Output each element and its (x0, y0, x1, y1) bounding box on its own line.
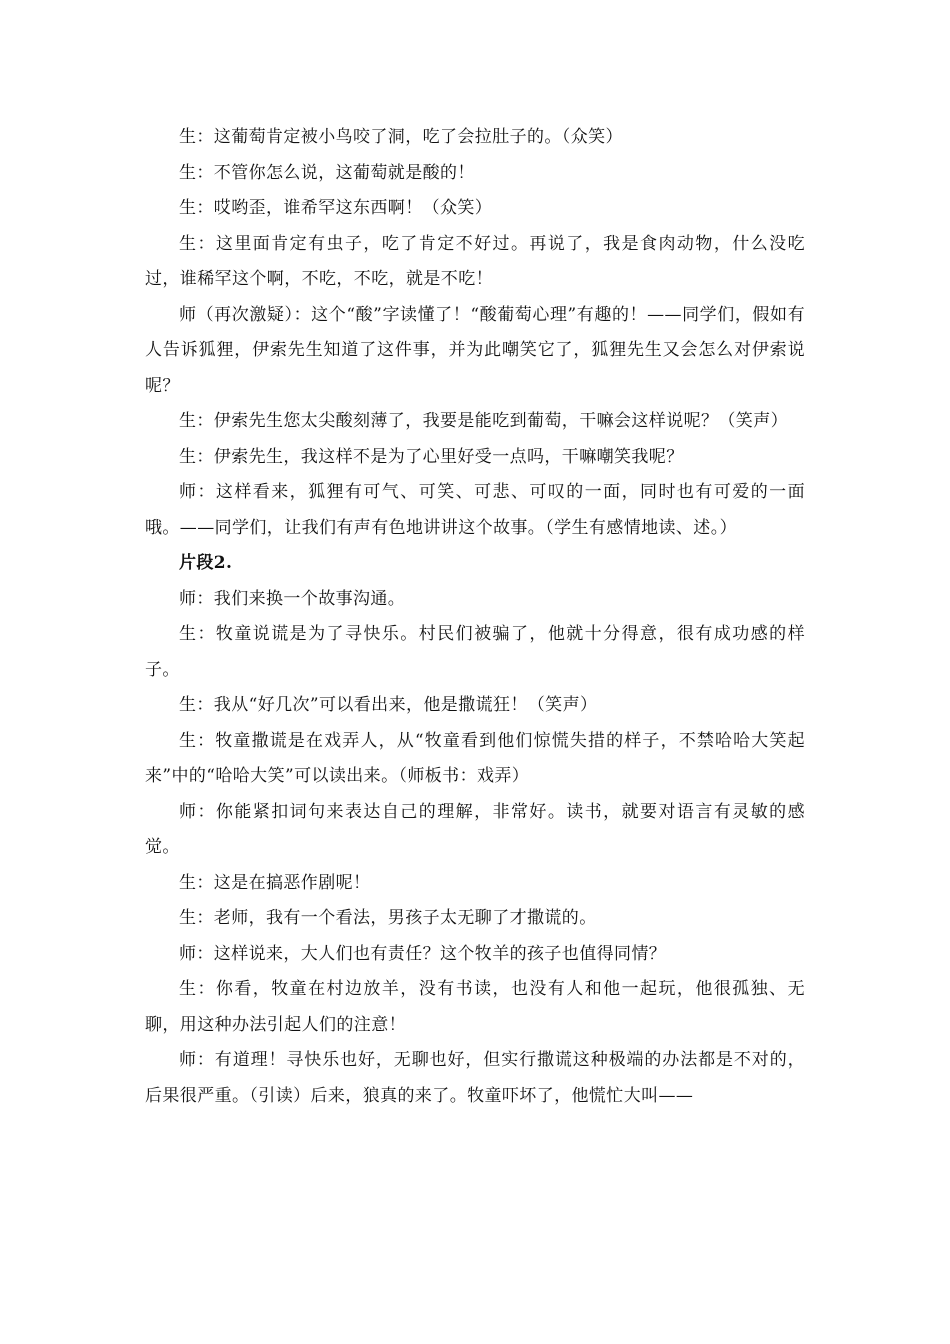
paragraph: 生：这葡萄肯定被小鸟咬了洞，吃了会拉肚子的。（众笑） (179, 127, 623, 147)
paragraph: 生：你看，牧童在村边放羊，没有书读，也没有人和他一起玩，他很孤独、无聊，用这种办法引起人们的注意！ (145, 979, 805, 1035)
paragraph: 生：哎哟歪，谁希罕这东西啊！（众笑） (179, 198, 493, 218)
paragraph: 师：有道理！寻快乐也好，无聊也好，但实行撒谎这种极端的办法都是不对的，后果很严重。（引读）后来，狼真的来了。牧童吓坏了，他慌忙大叫—— (145, 1050, 805, 1106)
paragraph: 生：牧童撒谎是在戏弄人，从“牧童看到他们惊慌失措的样子，不禁哈哈大笑起来”中的“哈哈大笑”可以读出来。（师板书：戏弄） (145, 730, 805, 786)
paragraph: 师：这样说来，大人们也有责任？这个牧羊的孩子也值得同情？ (179, 943, 667, 964)
paragraph: 生：牧童说谎是为了寻快乐。村民们被骗了，他就十分得意，很有成功感的样子。 (145, 624, 805, 680)
paragraph: 师：你能紧扣词句来表达自己的理解，非常好。读书，就要对语言有灵敏的感觉。 (145, 801, 805, 857)
paragraph: 生：我从“好几次”可以看出来，他是撒谎狂！（笑声） (179, 695, 598, 715)
paragraph: 师（再次激疑）：这个“酸”字读懂了！“酸葡萄心理”有趣的！——同学们，假如有人告诉狐狸，伊索先生知道了这件事，并为此嘲笑它了，狐狸先生又会怎么对伊索说呢？ (145, 304, 805, 396)
section-heading: 片段2. (179, 553, 233, 573)
paragraph: 师：我们来换一个故事沟通。 (179, 588, 406, 609)
paragraph: 生：这是在搞恶作剧呢！ (179, 872, 371, 893)
paragraph: 生：伊索先生您太尖酸刻薄了，我要是能吃到葡萄，干嘛会这样说呢？（笑声） (179, 411, 788, 431)
paragraph: 生：伊索先生，我这样不是为了心里好受一点吗，干嘛嘲笑我呢？ (179, 446, 684, 467)
paragraph: 生：这里面肯定有虫子，吃了肯定不好过。再说了，我是食肉动物，什么没吃过，谁稀罕这个啊，不吃，不吃，就是不吃！ (145, 233, 805, 289)
document-body (145, 120, 805, 1114)
paragraph: 师：这样看来，狐狸有可气、可笑、可悲、可叹的一面，同时也有可爱的一面哦。——同学们，让我们有声有色地讲讲这个故事。（学生有感情地读、述。） (145, 482, 805, 538)
paragraph: 生：不管你怎么说，这葡萄就是酸的！ (179, 162, 475, 183)
paragraph: 生：老师，我有一个看法，男孩子太无聊了才撒谎的。 (179, 908, 597, 928)
